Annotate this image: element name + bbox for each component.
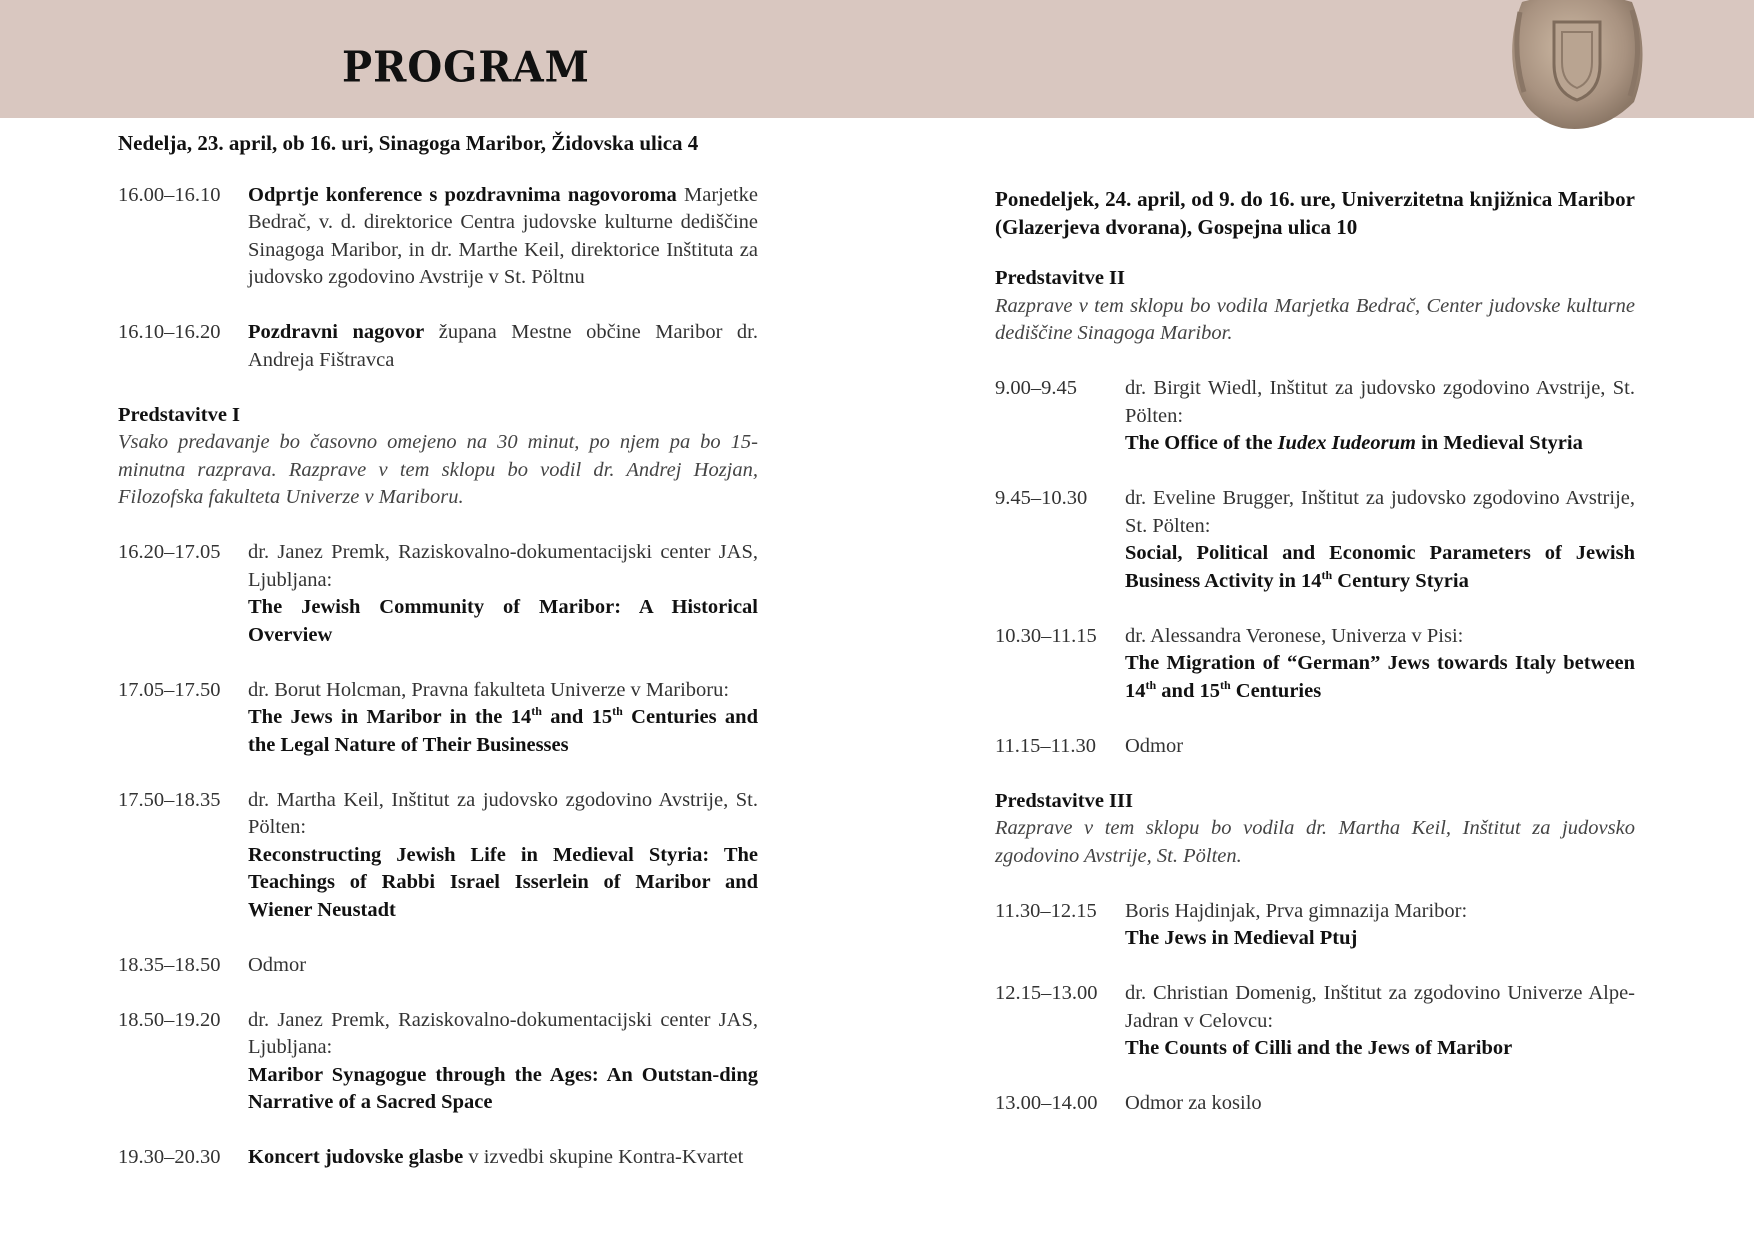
program-entry: [995, 375, 1635, 458]
speaker: dr. Janez Premk, Raziskovalno-dokumentacijski center JAS, Ljubljana:: [248, 541, 758, 591]
day1-heading: Nedelja, 23. april, ob 16. uri, Sinagoga Maribor, Židovska ulica 4: [118, 131, 699, 155]
section-note: Razprave v tem sklopu bo vodila dr. Martha Keil, Inštitut za judovsko zgodovino Avstrije, St. Pölten.: [995, 817, 1635, 867]
entry-time: 9.45–10.30: [995, 487, 1088, 509]
program-entry: [118, 787, 758, 925]
program-entry: [118, 677, 758, 760]
day2-column: [995, 130, 1635, 1145]
stone-seal-image: [1502, 0, 1652, 134]
speaker: dr. Christian Domenig, Inštitut za zgodovino Univerze Alpe-Jadran v Celovcu:: [1125, 982, 1635, 1032]
program-entry: 16.00–16.10 Odprtje konference s pozdravnima nagovoroma Marjetke Bedrač, v. d. direktorice Centra judovske kulturne dediščine Sinagoga Maribor, in dr. Marthe Keil, direktorice Inštituta za judovsko zgodovino Avstrije v St. Pöltnu: [118, 182, 758, 292]
program-entry: [995, 898, 1635, 953]
header-banner: [0, 0, 1754, 118]
page-title: PROGRAM: [342, 42, 590, 93]
entry-time: 18.35–18.50: [118, 953, 221, 976]
program-entry: 18.35–18.50 Odmor: [118, 952, 758, 980]
speaker: dr. Alessandra Veronese, Univerza v Pisi:: [1125, 624, 1464, 647]
speaker: dr. Birgit Wiedl, Inštitut za judovsko zgodovino Avstrije, St. Pölten:: [1125, 377, 1635, 427]
program-entry: [995, 485, 1635, 595]
section-title: Predstavitve III: [995, 789, 1133, 812]
program-entry: 13.00–14.00 Odmor za kosilo: [995, 1090, 1635, 1118]
talk-title: The Jews in Medieval Ptuj: [1125, 927, 1358, 949]
talk-title: The Office of the Iudex Iudeorum in Medieval Styria: [1125, 432, 1583, 454]
entry-time: 9.00–9.45: [995, 377, 1077, 399]
talk-title: The Counts of Cilli and the Jews of Maribor: [1125, 1037, 1513, 1059]
talk-title: The Jewish Community of Maribor: A Historical Overview: [248, 596, 758, 646]
entry-time: 11.15–11.30: [995, 734, 1096, 757]
talk-title: The Jews in Maribor in the 14th and 15th Centuries and the Legal Nature of Their Businesses: [248, 704, 758, 756]
entry-time: 11.30–12.15: [995, 899, 1097, 922]
speaker: dr. Borut Holcman, Pravna fakulteta Univerze v Mariboru:: [248, 678, 730, 701]
speaker: dr. Janez Premk, Raziskovalno-dokumentacijski center JAS, Ljubljana:: [248, 1008, 758, 1058]
section-title: Predstavitve I: [118, 403, 241, 426]
speaker: dr. Eveline Brugger, Inštitut za judovsko zgodovino Avstrije, St. Pölten:: [1125, 487, 1635, 537]
entry-time: 17.05–17.50: [118, 678, 221, 701]
talk-title: Social, Political and Economic Parameters of Jewish Business Activity in 14th Century Styria: [1125, 542, 1635, 592]
section-title: Predstavitve II: [995, 267, 1126, 289]
program-entry: 11.15–11.30 Odmor: [995, 733, 1635, 761]
talk-title: Maribor Synagogue through the Ages: An Outstan-ding Narrative of a Sacred Space: [248, 1063, 758, 1113]
day1-column: [118, 130, 758, 1199]
program-entry: [118, 1007, 758, 1117]
section-note: Razprave v tem sklopu bo vodila Marjetka Bedrač, Center judovske kulturne dediščine Sinagoga Maribor.: [995, 294, 1635, 344]
speaker: dr. Martha Keil, Inštitut za judovsko zgodovino Avstrije, St. Pölten:: [248, 788, 758, 838]
program-entry: [118, 539, 758, 649]
program-entry: [995, 623, 1635, 706]
program-entry: 16.10–16.20 Pozdravni nagovor župana Mestne občine Maribor dr. Andreja Fištravca: [118, 319, 758, 374]
entry-time: 19.30–20.30: [118, 1146, 221, 1168]
entry-time: 10.30–11.15: [995, 624, 1097, 647]
section-note: Vsako predavanje bo časovno omejeno na 30 minut, po njem pa bo 15-minutna razprava. Razprave v tem sklopu bo vodil dr. Andrej Hozjan, Filozofska fakulteta Univerze v Mariboru.: [118, 431, 758, 508]
entry-time: 16.20–17.05: [118, 541, 221, 563]
day2-heading: Ponedeljek, 24. april, od 9. do 16. ure, Univerzitetna knjižnica Maribor (Glazerjeva dvorana), Gospejna ulica 10: [995, 187, 1635, 239]
talk-title: The Migration of “German” Jews towards Italy between 14th and 15th Centuries: [1125, 652, 1635, 702]
speaker: Boris Hajdinjak, Prva gimnazija Maribor:: [1125, 899, 1468, 922]
entry-time: 16.00–16.10: [118, 183, 221, 206]
program-entry: 19.30–20.30 Koncert judovske glasbe v izvedbi skupine Kontra-Kvartet: [118, 1144, 758, 1172]
entry-time: 16.10–16.20: [118, 321, 221, 343]
entry-time: 13.00–14.00: [995, 1092, 1098, 1114]
program-entry: [995, 980, 1635, 1063]
entry-time: 18.50–19.20: [118, 1008, 221, 1031]
entry-time: 12.15–13.00: [995, 982, 1098, 1004]
talk-title: Reconstructing Jewish Life in Medieval Styria: The Teachings of Rabbi Israel Isserlein of Maribor and Wiener Neustadt: [248, 843, 758, 921]
entry-time: 17.50–18.35: [118, 788, 221, 811]
